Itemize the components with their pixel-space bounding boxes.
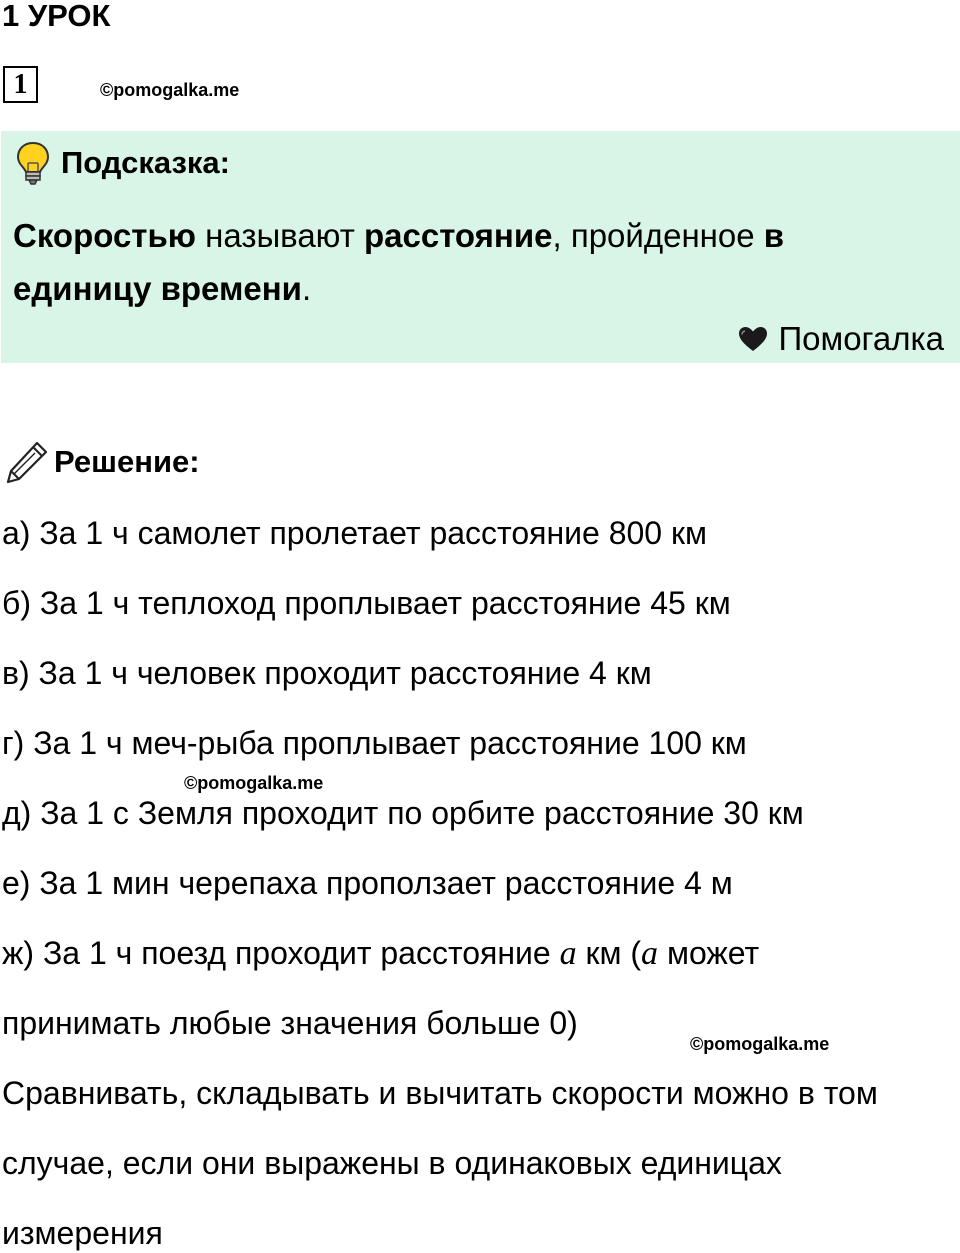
hint-text-part: , пройденное — [552, 217, 764, 254]
hint-term-speed: Скоростью — [13, 217, 196, 254]
answer-text: км ( — [576, 935, 642, 971]
variable-a: a — [641, 935, 659, 972]
answer-line-zh-continued: принимать любые значения больше 0) — [2, 1005, 578, 1041]
pencil-icon — [4, 439, 50, 485]
lesson-title: 1 УРОК — [2, 0, 111, 33]
variable-a: a — [559, 935, 577, 972]
answer-text: может — [658, 935, 760, 971]
conclusion-line-3: измерения — [2, 1215, 163, 1251]
answer-line-v: в) За 1 ч человек проходит расстояние 4 км — [2, 655, 652, 691]
lightbulb-icon — [15, 141, 51, 185]
conclusion-line-2: случае, если они выражены в одинаковых единицах — [2, 1145, 782, 1181]
answer-line-e: е) За 1 мин черепаха проползает расстояние 4 м — [2, 865, 733, 901]
heart-icon — [738, 326, 768, 352]
hint-term-unit-time: в единицу времени — [13, 217, 785, 307]
watermark: ©pomogalka.me — [100, 80, 240, 100]
hint-text-part: . — [301, 270, 312, 307]
hint-text — [13, 209, 913, 315]
answer-line-a: а) За 1 ч самолет пролетает расстояние 800 км — [2, 515, 707, 551]
answer-line-zh — [2, 933, 759, 974]
brand-row — [738, 319, 944, 359]
solution-title: Решение: — [54, 444, 200, 479]
brand-label: Помогалка — [778, 320, 944, 357]
hint-term-distance: расстояние — [363, 217, 553, 254]
watermark: ©pomogalka.me — [184, 773, 324, 793]
answer-line-g: г) За 1 ч меч-рыба проплывает расстояние 100 км — [2, 725, 747, 761]
hint-title-row — [15, 141, 230, 185]
hint-title: Подсказка: — [61, 145, 230, 180]
solution-heading — [4, 438, 200, 486]
hint-text-part: называют — [195, 217, 364, 254]
answer-text: ж) За 1 ч поезд проходит расстояние — [2, 935, 560, 971]
answer-line-b: б) За 1 ч теплоход проплывает расстояние 45 км — [2, 585, 731, 621]
watermark: ©pomogalka.me — [690, 1034, 830, 1054]
conclusion-line-1: Сравнивать, складывать и вычитать скорости можно в том — [2, 1075, 878, 1111]
hint-box — [1, 131, 960, 363]
answer-line-d: д) За 1 с Земля проходит по орбите расстояние 30 км — [2, 795, 804, 831]
task-number-badge: 1 — [3, 66, 38, 103]
